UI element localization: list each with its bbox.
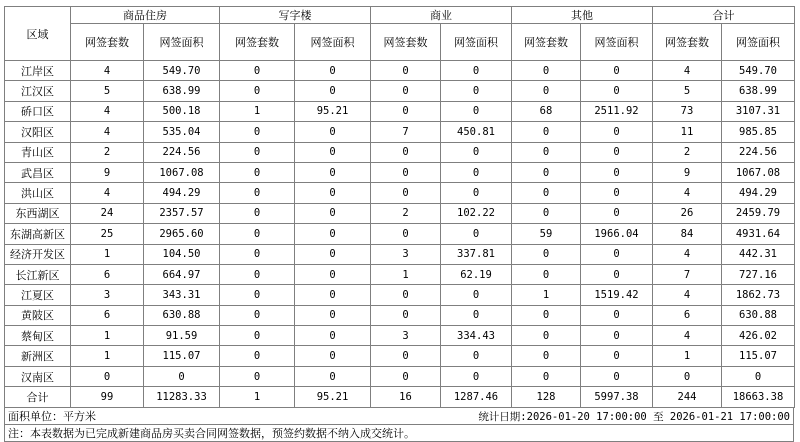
count-cell: 5 — [653, 81, 722, 101]
count-cell: 68 — [512, 101, 581, 121]
table-row — [5, 224, 795, 244]
count-cell: 3 — [371, 244, 441, 264]
area-cell: 3107.31 — [722, 101, 795, 121]
district-cell: 经济开发区 — [5, 244, 71, 264]
table-footer — [4, 408, 794, 425]
count-cell: 4 — [653, 183, 722, 203]
area-cell: 426.02 — [722, 326, 795, 346]
count-cell: 0 — [220, 81, 295, 101]
count-cell: 0 — [512, 81, 581, 101]
area-cell: 0 — [295, 122, 371, 142]
area-cell: 0 — [441, 224, 512, 244]
area-cell: 0 — [295, 162, 371, 182]
table-row — [5, 183, 795, 203]
sub-header-count: 网签套数 — [71, 24, 144, 61]
group-header-other: 其他 — [512, 7, 653, 24]
count-cell: 4 — [71, 101, 144, 121]
count-cell: 0 — [220, 203, 295, 223]
district-cell: 江汉区 — [5, 81, 71, 101]
count-cell: 0 — [512, 366, 581, 386]
area-cell: 664.97 — [144, 264, 220, 284]
count-cell: 1 — [371, 264, 441, 284]
area-cell: 1067.08 — [144, 162, 220, 182]
area-cell: 535.04 — [144, 122, 220, 142]
area-cell: 11283.33 — [144, 387, 220, 408]
count-cell: 3 — [71, 285, 144, 305]
area-cell: 115.07 — [144, 346, 220, 366]
count-cell: 4 — [653, 326, 722, 346]
sub-header-area: 网签面积 — [144, 24, 220, 61]
count-cell: 0 — [371, 305, 441, 325]
count-cell: 0 — [512, 244, 581, 264]
area-cell: 494.29 — [144, 183, 220, 203]
area-cell: 0 — [581, 81, 653, 101]
area-cell: 0 — [295, 61, 371, 81]
area-cell: 0 — [581, 366, 653, 386]
count-cell: 59 — [512, 224, 581, 244]
count-cell: 0 — [512, 326, 581, 346]
count-cell: 4 — [653, 244, 722, 264]
count-cell: 0 — [220, 122, 295, 142]
count-cell: 1 — [512, 285, 581, 305]
table-row — [5, 142, 795, 162]
count-cell: 24 — [71, 203, 144, 223]
table-row — [5, 61, 795, 81]
count-cell: 5 — [71, 81, 144, 101]
area-cell: 0 — [581, 203, 653, 223]
area-cell: 337.81 — [441, 244, 512, 264]
total-row — [5, 387, 795, 408]
area-cell: 0 — [295, 203, 371, 223]
count-cell: 0 — [371, 142, 441, 162]
count-cell: 0 — [371, 101, 441, 121]
district-cell: 合计 — [5, 387, 71, 408]
area-cell: 494.29 — [722, 183, 795, 203]
area-cell: 1966.04 — [581, 224, 653, 244]
count-cell: 1 — [71, 326, 144, 346]
count-cell: 0 — [371, 162, 441, 182]
region-header: 区域 — [5, 7, 71, 61]
count-cell: 4 — [653, 61, 722, 81]
sub-header-count: 网签套数 — [512, 24, 581, 61]
area-cell: 2965.60 — [144, 224, 220, 244]
count-cell: 0 — [220, 305, 295, 325]
count-cell: 1 — [653, 346, 722, 366]
area-cell: 2459.79 — [722, 203, 795, 223]
area-cell: 0 — [295, 346, 371, 366]
statistics-date: 统计日期:2026-01-20 17:00:00 至 2026-01-21 17:00:00 — [478, 410, 790, 423]
group-header-residential: 商品住房 — [71, 7, 220, 24]
area-cell: 0 — [441, 285, 512, 305]
area-cell: 0 — [441, 346, 512, 366]
area-cell: 2357.57 — [144, 203, 220, 223]
area-cell: 727.16 — [722, 264, 795, 284]
table-row — [5, 285, 795, 305]
sub-header-area: 网签面积 — [295, 24, 371, 61]
count-cell: 0 — [512, 264, 581, 284]
area-cell: 0 — [441, 61, 512, 81]
area-cell: 0 — [722, 366, 795, 386]
area-cell: 95.21 — [295, 101, 371, 121]
sub-header-count: 网签套数 — [371, 24, 441, 61]
count-cell: 0 — [220, 285, 295, 305]
count-cell: 0 — [653, 366, 722, 386]
table-row — [5, 244, 795, 264]
area-cell: 0 — [581, 244, 653, 264]
count-cell: 4 — [71, 122, 144, 142]
table-row — [5, 305, 795, 325]
group-header-commercial: 商业 — [371, 7, 512, 24]
count-cell: 6 — [71, 305, 144, 325]
area-cell: 0 — [295, 366, 371, 386]
area-cell: 0 — [441, 366, 512, 386]
count-cell: 244 — [653, 387, 722, 408]
area-cell: 638.99 — [722, 81, 795, 101]
district-cell: 汉阳区 — [5, 122, 71, 142]
area-cell: 0 — [581, 326, 653, 346]
area-cell: 104.50 — [144, 244, 220, 264]
sales-report — [4, 6, 794, 442]
sales-table — [4, 6, 795, 408]
area-cell: 115.07 — [722, 346, 795, 366]
count-cell: 0 — [512, 203, 581, 223]
table-row — [5, 162, 795, 182]
count-cell: 25 — [71, 224, 144, 244]
district-cell: 汉南区 — [5, 366, 71, 386]
count-cell: 9 — [653, 162, 722, 182]
district-cell: 江岸区 — [5, 61, 71, 81]
count-cell: 0 — [220, 264, 295, 284]
area-cell: 442.31 — [722, 244, 795, 264]
count-cell: 1 — [220, 101, 295, 121]
area-cell: 0 — [581, 183, 653, 203]
area-cell: 0 — [295, 326, 371, 346]
group-header-total: 合计 — [653, 7, 795, 24]
area-cell: 1287.46 — [441, 387, 512, 408]
count-cell: 0 — [371, 366, 441, 386]
count-cell: 0 — [71, 366, 144, 386]
area-cell: 0 — [441, 101, 512, 121]
count-cell: 16 — [371, 387, 441, 408]
district-cell: 新洲区 — [5, 346, 71, 366]
district-cell: 硚口区 — [5, 101, 71, 121]
sub-header-count: 网签套数 — [653, 24, 722, 61]
area-unit-label: 面积单位：平方米 — [8, 410, 96, 424]
count-cell: 128 — [512, 387, 581, 408]
area-cell: 91.59 — [144, 326, 220, 346]
area-cell: 0 — [295, 244, 371, 264]
count-cell: 0 — [220, 162, 295, 182]
area-cell: 549.70 — [144, 61, 220, 81]
area-cell: 102.22 — [441, 203, 512, 223]
district-cell: 黄陂区 — [5, 305, 71, 325]
area-cell: 4931.64 — [722, 224, 795, 244]
area-cell: 0 — [295, 142, 371, 162]
district-cell: 江夏区 — [5, 285, 71, 305]
area-cell: 1862.73 — [722, 285, 795, 305]
area-cell: 0 — [441, 81, 512, 101]
area-cell: 0 — [581, 264, 653, 284]
area-cell: 0 — [581, 305, 653, 325]
table-row — [5, 366, 795, 386]
count-cell: 0 — [512, 346, 581, 366]
table-body — [5, 61, 795, 408]
area-cell: 638.99 — [144, 81, 220, 101]
count-cell: 0 — [220, 142, 295, 162]
count-cell: 0 — [371, 224, 441, 244]
area-cell: 0 — [581, 122, 653, 142]
table-row — [5, 101, 795, 121]
area-cell: 0 — [581, 142, 653, 162]
count-cell: 7 — [371, 122, 441, 142]
district-cell: 青山区 — [5, 142, 71, 162]
area-cell: 0 — [581, 61, 653, 81]
area-cell: 0 — [581, 162, 653, 182]
count-cell: 0 — [220, 244, 295, 264]
area-cell: 0 — [295, 224, 371, 244]
area-cell: 0 — [144, 366, 220, 386]
count-cell: 0 — [371, 346, 441, 366]
count-cell: 2 — [71, 142, 144, 162]
area-cell: 0 — [581, 346, 653, 366]
count-cell: 4 — [71, 183, 144, 203]
area-cell: 500.18 — [144, 101, 220, 121]
count-cell: 6 — [71, 264, 144, 284]
count-cell: 0 — [220, 346, 295, 366]
count-cell: 2 — [371, 203, 441, 223]
sub-header-count: 网签套数 — [220, 24, 295, 61]
table-row — [5, 81, 795, 101]
count-cell: 73 — [653, 101, 722, 121]
count-cell: 0 — [512, 162, 581, 182]
count-cell: 1 — [71, 346, 144, 366]
sub-header-area: 网签面积 — [722, 24, 795, 61]
area-cell: 450.81 — [441, 122, 512, 142]
count-cell: 0 — [220, 61, 295, 81]
count-cell: 0 — [512, 122, 581, 142]
district-cell: 蔡甸区 — [5, 326, 71, 346]
count-cell: 26 — [653, 203, 722, 223]
area-cell: 334.43 — [441, 326, 512, 346]
area-cell: 2511.92 — [581, 101, 653, 121]
area-cell: 1519.42 — [581, 285, 653, 305]
area-cell: 5997.38 — [581, 387, 653, 408]
table-row — [5, 264, 795, 284]
count-cell: 6 — [653, 305, 722, 325]
area-cell: 224.56 — [144, 142, 220, 162]
count-cell: 0 — [512, 61, 581, 81]
district-cell: 长江新区 — [5, 264, 71, 284]
count-cell: 4 — [71, 61, 144, 81]
count-cell: 3 — [371, 326, 441, 346]
area-cell: 0 — [295, 183, 371, 203]
table-note: 注：本表数据为已完成新建商品房买卖合同网签数据，预签约数据不纳入成交统计。 — [4, 425, 794, 442]
count-cell: 0 — [220, 366, 295, 386]
area-cell: 1067.08 — [722, 162, 795, 182]
sub-header-area: 网签面积 — [581, 24, 653, 61]
count-cell: 11 — [653, 122, 722, 142]
area-cell: 343.31 — [144, 285, 220, 305]
area-cell: 0 — [295, 285, 371, 305]
count-cell: 99 — [71, 387, 144, 408]
area-cell: 0 — [441, 305, 512, 325]
count-cell: 0 — [371, 61, 441, 81]
count-cell: 0 — [512, 305, 581, 325]
count-cell: 0 — [371, 81, 441, 101]
count-cell: 0 — [220, 326, 295, 346]
area-cell: 630.88 — [722, 305, 795, 325]
group-header-office: 写字楼 — [220, 7, 371, 24]
table-row — [5, 326, 795, 346]
district-cell: 武昌区 — [5, 162, 71, 182]
area-cell: 0 — [295, 81, 371, 101]
count-cell: 9 — [71, 162, 144, 182]
district-cell: 东湖高新区 — [5, 224, 71, 244]
area-cell: 224.56 — [722, 142, 795, 162]
count-cell: 4 — [653, 285, 722, 305]
area-cell: 95.21 — [295, 387, 371, 408]
count-cell: 1 — [71, 244, 144, 264]
area-cell: 0 — [295, 305, 371, 325]
sub-header-area: 网签面积 — [441, 24, 512, 61]
table-row — [5, 122, 795, 142]
area-cell: 0 — [441, 142, 512, 162]
count-cell: 0 — [220, 183, 295, 203]
district-cell: 洪山区 — [5, 183, 71, 203]
count-cell: 84 — [653, 224, 722, 244]
count-cell: 2 — [653, 142, 722, 162]
count-cell: 1 — [220, 387, 295, 408]
table-row — [5, 346, 795, 366]
table-row — [5, 203, 795, 223]
count-cell: 0 — [512, 183, 581, 203]
area-cell: 18663.38 — [722, 387, 795, 408]
area-cell: 0 — [441, 162, 512, 182]
area-cell: 62.19 — [441, 264, 512, 284]
count-cell: 0 — [371, 285, 441, 305]
area-cell: 0 — [295, 264, 371, 284]
district-cell: 东西湖区 — [5, 203, 71, 223]
area-cell: 630.88 — [144, 305, 220, 325]
count-cell: 0 — [371, 183, 441, 203]
area-cell: 549.70 — [722, 61, 795, 81]
count-cell: 0 — [512, 142, 581, 162]
area-cell: 985.85 — [722, 122, 795, 142]
count-cell: 0 — [220, 224, 295, 244]
count-cell: 7 — [653, 264, 722, 284]
area-cell: 0 — [441, 183, 512, 203]
